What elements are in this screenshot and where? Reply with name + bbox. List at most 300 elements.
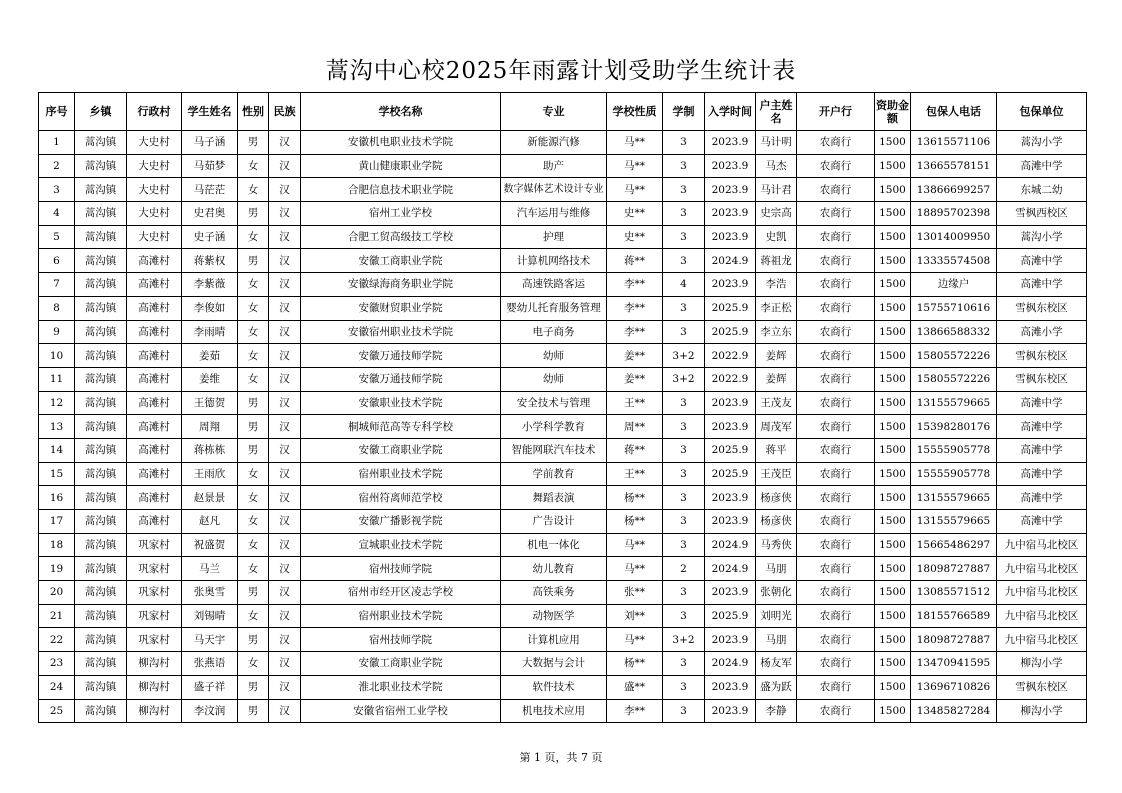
cell-index: 21 — [39, 604, 75, 628]
cell-town: 蒿沟镇 — [75, 320, 127, 344]
cell-school-name: 宿州符离师范学校 — [301, 486, 501, 510]
cell-enrollment-date: 2025.9 — [705, 320, 756, 344]
cell-enrollment-date: 2025.9 — [705, 462, 756, 486]
cell-ethnicity: 汉 — [269, 202, 301, 226]
cell-householder: 周茂军 — [756, 415, 797, 439]
cell-gender: 女 — [238, 652, 269, 676]
cell-ethnicity: 汉 — [269, 557, 301, 581]
cell-bank: 农商行 — [797, 391, 875, 415]
cell-school-type: 李** — [607, 699, 663, 723]
cell-contact-unit: 高滩中学 — [997, 415, 1087, 439]
cell-major: 广告设计 — [501, 510, 607, 534]
cell-householder: 姜辉 — [756, 367, 797, 391]
cell-school-name: 合肥工贸高级技工学校 — [301, 225, 501, 249]
table-row — [39, 154, 1087, 178]
cell-householder: 杨彦侠 — [756, 486, 797, 510]
cell-town: 蒿沟镇 — [75, 628, 127, 652]
cell-bank: 农商行 — [797, 344, 875, 368]
cell-contact-phone: 13696710826 — [911, 675, 997, 699]
cell-index: 4 — [39, 202, 75, 226]
cell-amount: 1500 — [875, 367, 911, 391]
header-col-town: 乡镇 — [75, 93, 127, 131]
table-row — [39, 249, 1087, 273]
cell-major: 数字媒体艺术设计专业 — [501, 178, 607, 202]
cell-school-name: 宿州职业技术学院 — [301, 604, 501, 628]
cell-student-name: 王德贺 — [182, 391, 238, 415]
cell-amount: 1500 — [875, 415, 911, 439]
cell-village: 柳沟村 — [127, 699, 182, 723]
cell-program-length: 3 — [663, 438, 705, 462]
cell-student-name: 李雨晴 — [182, 320, 238, 344]
cell-school-type: 李** — [607, 296, 663, 320]
cell-school-type: 杨** — [607, 652, 663, 676]
cell-village: 巩家村 — [127, 533, 182, 557]
cell-contact-unit: 高滩中学 — [997, 154, 1087, 178]
cell-program-length: 3 — [663, 604, 705, 628]
cell-ethnicity: 汉 — [269, 510, 301, 534]
cell-student-name: 姜维 — [182, 367, 238, 391]
cell-school-name: 桐城师范高等专科学校 — [301, 415, 501, 439]
cell-ethnicity: 汉 — [269, 225, 301, 249]
cell-bank: 农商行 — [797, 320, 875, 344]
cell-bank: 农商行 — [797, 510, 875, 534]
cell-program-length: 3 — [663, 225, 705, 249]
cell-school-type: 马** — [607, 533, 663, 557]
cell-gender: 男 — [238, 391, 269, 415]
cell-program-length: 3 — [663, 415, 705, 439]
cell-town: 蒿沟镇 — [75, 131, 127, 155]
cell-householder: 李静 — [756, 699, 797, 723]
table-row — [39, 581, 1087, 605]
cell-gender: 男 — [238, 438, 269, 462]
cell-householder: 马秀侠 — [756, 533, 797, 557]
cell-student-name: 马茫茫 — [182, 178, 238, 202]
cell-enrollment-date: 2024.9 — [705, 249, 756, 273]
cell-school-name: 宿州工业学校 — [301, 202, 501, 226]
cell-village: 高滩村 — [127, 438, 182, 462]
cell-contact-phone: 13014009950 — [911, 225, 997, 249]
cell-enrollment-date: 2023.9 — [705, 178, 756, 202]
cell-contact-unit: 雪枫东校区 — [997, 675, 1087, 699]
cell-contact-phone: 15555905778 — [911, 438, 997, 462]
cell-program-length: 3 — [663, 486, 705, 510]
table-row — [39, 438, 1087, 462]
cell-ethnicity: 汉 — [269, 581, 301, 605]
cell-school-name: 安徽财贸职业学院 — [301, 296, 501, 320]
cell-householder: 王茂友 — [756, 391, 797, 415]
cell-village: 柳沟村 — [127, 675, 182, 699]
cell-contact-phone: 13866588332 — [911, 320, 997, 344]
cell-enrollment-date: 2024.9 — [705, 533, 756, 557]
cell-contact-phone: 13470941595 — [911, 652, 997, 676]
cell-amount: 1500 — [875, 462, 911, 486]
cell-contact-phone: 18098727887 — [911, 628, 997, 652]
header-col-ethnicity: 民族 — [269, 93, 301, 131]
cell-index: 16 — [39, 486, 75, 510]
cell-school-name: 安徽职业技术学院 — [301, 391, 501, 415]
cell-town: 蒿沟镇 — [75, 486, 127, 510]
cell-contact-phone: 15805572226 — [911, 344, 997, 368]
cell-school-name: 黄山健康职业学院 — [301, 154, 501, 178]
cell-student-name: 张燕语 — [182, 652, 238, 676]
page-title: 蒿沟中心校2025年雨露计划受助学生统计表 — [325, 58, 797, 84]
cell-enrollment-date: 2025.9 — [705, 604, 756, 628]
cell-student-name: 史子涵 — [182, 225, 238, 249]
cell-enrollment-date: 2023.9 — [705, 131, 756, 155]
cell-amount: 1500 — [875, 131, 911, 155]
cell-gender: 男 — [238, 628, 269, 652]
cell-school-name: 淮北职业技术学院 — [301, 675, 501, 699]
cell-village: 巩家村 — [127, 581, 182, 605]
cell-village: 高滩村 — [127, 391, 182, 415]
cell-village: 高滩村 — [127, 344, 182, 368]
cell-contact-unit: 九中宿马北校区 — [997, 557, 1087, 581]
cell-ethnicity: 汉 — [269, 652, 301, 676]
cell-index: 15 — [39, 462, 75, 486]
cell-gender: 女 — [238, 320, 269, 344]
cell-town: 蒿沟镇 — [75, 249, 127, 273]
cell-contact-unit: 雪枫东校区 — [997, 367, 1087, 391]
cell-major: 汽车运用与维修 — [501, 202, 607, 226]
cell-program-length: 3 — [663, 581, 705, 605]
cell-major: 高铁乘务 — [501, 581, 607, 605]
cell-amount: 1500 — [875, 533, 911, 557]
cell-index: 17 — [39, 510, 75, 534]
cell-ethnicity: 汉 — [269, 675, 301, 699]
cell-contact-phone: 18098727887 — [911, 557, 997, 581]
cell-school-name: 安徽广播影视学院 — [301, 510, 501, 534]
cell-ethnicity: 汉 — [269, 178, 301, 202]
cell-contact-phone: 13866699257 — [911, 178, 997, 202]
cell-gender: 男 — [238, 675, 269, 699]
cell-school-name: 安徽机电职业技术学院 — [301, 131, 501, 155]
cell-gender: 女 — [238, 604, 269, 628]
cell-index: 9 — [39, 320, 75, 344]
table-row — [39, 320, 1087, 344]
cell-bank: 农商行 — [797, 628, 875, 652]
cell-index: 11 — [39, 367, 75, 391]
cell-gender: 男 — [238, 581, 269, 605]
cell-school-name: 安徽万通技师学院 — [301, 344, 501, 368]
table-row — [39, 604, 1087, 628]
cell-index: 10 — [39, 344, 75, 368]
cell-student-name: 祝盛贺 — [182, 533, 238, 557]
cell-amount: 1500 — [875, 604, 911, 628]
cell-ethnicity: 汉 — [269, 367, 301, 391]
cell-village: 高滩村 — [127, 486, 182, 510]
cell-major: 软件技术 — [501, 675, 607, 699]
cell-town: 蒿沟镇 — [75, 533, 127, 557]
cell-bank: 农商行 — [797, 462, 875, 486]
cell-village: 高滩村 — [127, 296, 182, 320]
cell-householder: 蒋平 — [756, 438, 797, 462]
cell-contact-unit: 高滩中学 — [997, 486, 1087, 510]
cell-ethnicity: 汉 — [269, 462, 301, 486]
cell-gender: 女 — [238, 367, 269, 391]
cell-major: 大数据与会计 — [501, 652, 607, 676]
cell-gender: 女 — [238, 178, 269, 202]
cell-ethnicity: 汉 — [269, 154, 301, 178]
cell-town: 蒿沟镇 — [75, 178, 127, 202]
cell-program-length: 3 — [663, 131, 705, 155]
cell-student-name: 刘锡晴 — [182, 604, 238, 628]
cell-enrollment-date: 2024.9 — [705, 652, 756, 676]
cell-amount: 1500 — [875, 344, 911, 368]
cell-program-length: 3 — [663, 249, 705, 273]
cell-householder: 刘明光 — [756, 604, 797, 628]
table-row — [39, 225, 1087, 249]
cell-program-length: 3 — [663, 652, 705, 676]
cell-town: 蒿沟镇 — [75, 154, 127, 178]
cell-gender: 女 — [238, 533, 269, 557]
cell-contact-phone: 13155579665 — [911, 510, 997, 534]
cell-school-type: 张** — [607, 581, 663, 605]
cell-town: 蒿沟镇 — [75, 604, 127, 628]
header-col-enrollment-date: 入学时间 — [705, 93, 756, 131]
cell-school-type: 姜** — [607, 367, 663, 391]
cell-town: 蒿沟镇 — [75, 202, 127, 226]
table-row — [39, 462, 1087, 486]
cell-amount: 1500 — [875, 510, 911, 534]
cell-program-length: 3 — [663, 699, 705, 723]
cell-gender: 女 — [238, 462, 269, 486]
cell-householder: 蒋祖龙 — [756, 249, 797, 273]
cell-contact-unit: 高滩中学 — [997, 391, 1087, 415]
cell-enrollment-date: 2023.9 — [705, 415, 756, 439]
cell-town: 蒿沟镇 — [75, 581, 127, 605]
cell-contact-unit: 高滩小学 — [997, 320, 1087, 344]
cell-school-type: 王** — [607, 391, 663, 415]
cell-gender: 男 — [238, 249, 269, 273]
cell-contact-phone: 15398280176 — [911, 415, 997, 439]
cell-enrollment-date: 2023.9 — [705, 154, 756, 178]
cell-enrollment-date: 2022.9 — [705, 367, 756, 391]
table-row — [39, 296, 1087, 320]
table-row — [39, 344, 1087, 368]
cell-program-length: 3 — [663, 675, 705, 699]
cell-bank: 农商行 — [797, 699, 875, 723]
cell-major: 电子商务 — [501, 320, 607, 344]
cell-householder: 马朋 — [756, 557, 797, 581]
cell-contact-unit: 雪枫西校区 — [997, 202, 1087, 226]
cell-program-length: 3+2 — [663, 344, 705, 368]
table-row — [39, 273, 1087, 297]
cell-town: 蒿沟镇 — [75, 699, 127, 723]
cell-ethnicity: 汉 — [269, 604, 301, 628]
cell-contact-unit: 雪枫东校区 — [997, 296, 1087, 320]
cell-school-name: 安徽工商职业学院 — [301, 652, 501, 676]
cell-ethnicity: 汉 — [269, 699, 301, 723]
cell-school-name: 宿州技师学院 — [301, 557, 501, 581]
cell-gender: 女 — [238, 486, 269, 510]
header-col-school-name: 学校名称 — [301, 93, 501, 131]
cell-gender: 男 — [238, 202, 269, 226]
cell-ethnicity: 汉 — [269, 628, 301, 652]
cell-householder: 李正松 — [756, 296, 797, 320]
cell-contact-unit: 蒿沟小学 — [997, 131, 1087, 155]
cell-school-type: 马** — [607, 154, 663, 178]
cell-village: 大史村 — [127, 202, 182, 226]
table-row — [39, 510, 1087, 534]
cell-school-name: 安徽绿海商务职业学院 — [301, 273, 501, 297]
cell-town: 蒿沟镇 — [75, 391, 127, 415]
cell-gender: 女 — [238, 510, 269, 534]
cell-program-length: 3 — [663, 510, 705, 534]
cell-ethnicity: 汉 — [269, 296, 301, 320]
cell-village: 巩家村 — [127, 628, 182, 652]
cell-index: 19 — [39, 557, 75, 581]
cell-school-type: 盛** — [607, 675, 663, 699]
cell-contact-phone: 13665578151 — [911, 154, 997, 178]
cell-index: 18 — [39, 533, 75, 557]
cell-contact-unit: 柳沟小学 — [997, 652, 1087, 676]
cell-bank: 农商行 — [797, 533, 875, 557]
cell-amount: 1500 — [875, 202, 911, 226]
cell-program-length: 4 — [663, 273, 705, 297]
cell-town: 蒿沟镇 — [75, 344, 127, 368]
cell-enrollment-date: 2024.9 — [705, 557, 756, 581]
cell-contact-phone: 15555905778 — [911, 462, 997, 486]
cell-town: 蒿沟镇 — [75, 462, 127, 486]
table-row — [39, 652, 1087, 676]
cell-householder: 马朋 — [756, 628, 797, 652]
cell-contact-unit: 高滩中学 — [997, 438, 1087, 462]
cell-major: 计算机网络技术 — [501, 249, 607, 273]
cell-householder: 李立东 — [756, 320, 797, 344]
cell-gender: 女 — [238, 273, 269, 297]
cell-student-name: 马兰 — [182, 557, 238, 581]
cell-householder: 马杰 — [756, 154, 797, 178]
cell-school-name: 宿州技师学院 — [301, 628, 501, 652]
cell-enrollment-date: 2025.9 — [705, 296, 756, 320]
cell-student-name: 赵凡 — [182, 510, 238, 534]
cell-village: 高滩村 — [127, 462, 182, 486]
cell-ethnicity: 汉 — [269, 415, 301, 439]
cell-contact-unit: 柳沟小学 — [997, 699, 1087, 723]
cell-amount: 1500 — [875, 273, 911, 297]
cell-major: 计算机应用 — [501, 628, 607, 652]
table-body — [39, 131, 1087, 723]
cell-index: 23 — [39, 652, 75, 676]
cell-school-type: 李** — [607, 273, 663, 297]
cell-amount: 1500 — [875, 628, 911, 652]
cell-student-name: 蒋栋栋 — [182, 438, 238, 462]
cell-ethnicity: 汉 — [269, 273, 301, 297]
cell-student-name: 李俊如 — [182, 296, 238, 320]
cell-gender: 男 — [238, 415, 269, 439]
cell-major: 新能源汽修 — [501, 131, 607, 155]
cell-amount: 1500 — [875, 225, 911, 249]
cell-school-type: 马** — [607, 557, 663, 581]
cell-contact-phone: 13155579665 — [911, 486, 997, 510]
cell-bank: 农商行 — [797, 415, 875, 439]
cell-school-type: 蒋** — [607, 438, 663, 462]
cell-school-name: 安徽宿州职业技术学院 — [301, 320, 501, 344]
cell-student-name: 姜茹 — [182, 344, 238, 368]
cell-amount: 1500 — [875, 438, 911, 462]
cell-amount: 1500 — [875, 178, 911, 202]
cell-town: 蒿沟镇 — [75, 273, 127, 297]
header-col-householder: 户主姓名 — [756, 93, 797, 131]
cell-school-type: 史** — [607, 202, 663, 226]
cell-gender: 女 — [238, 296, 269, 320]
cell-enrollment-date: 2023.9 — [705, 581, 756, 605]
cell-amount: 1500 — [875, 391, 911, 415]
cell-school-name: 宿州市经开区凌志学校 — [301, 581, 501, 605]
cell-gender: 女 — [238, 154, 269, 178]
cell-town: 蒿沟镇 — [75, 510, 127, 534]
student-table — [38, 92, 1087, 723]
cell-program-length: 3 — [663, 533, 705, 557]
cell-town: 蒿沟镇 — [75, 367, 127, 391]
header-col-contact-phone: 包保人电话 — [911, 93, 997, 131]
cell-householder: 马计君 — [756, 178, 797, 202]
cell-amount: 1500 — [875, 296, 911, 320]
cell-school-name: 安徽万通技师学院 — [301, 367, 501, 391]
cell-bank: 农商行 — [797, 296, 875, 320]
cell-householder: 张朝化 — [756, 581, 797, 605]
cell-school-type: 李** — [607, 320, 663, 344]
cell-school-name: 安徽工商职业学院 — [301, 438, 501, 462]
cell-student-name: 马茹梦 — [182, 154, 238, 178]
cell-contact-phone: 13615571106 — [911, 131, 997, 155]
table-row — [39, 628, 1087, 652]
cell-index: 6 — [39, 249, 75, 273]
cell-school-type: 史** — [607, 225, 663, 249]
cell-school-type: 马** — [607, 628, 663, 652]
table-row — [39, 202, 1087, 226]
table-row — [39, 131, 1087, 155]
cell-school-name: 宿州职业技术学院 — [301, 462, 501, 486]
cell-bank: 农商行 — [797, 438, 875, 462]
cell-contact-phone: 13485827284 — [911, 699, 997, 723]
cell-amount: 1500 — [875, 249, 911, 273]
cell-ethnicity: 汉 — [269, 131, 301, 155]
cell-contact-unit: 高滩中学 — [997, 273, 1087, 297]
cell-amount: 1500 — [875, 652, 911, 676]
cell-major: 婴幼儿托育服务管理 — [501, 296, 607, 320]
cell-village: 大史村 — [127, 131, 182, 155]
cell-contact-phone: 15805572226 — [911, 367, 997, 391]
cell-ethnicity: 汉 — [269, 486, 301, 510]
cell-bank: 农商行 — [797, 154, 875, 178]
cell-bank: 农商行 — [797, 581, 875, 605]
cell-town: 蒿沟镇 — [75, 438, 127, 462]
cell-bank: 农商行 — [797, 249, 875, 273]
cell-major: 小学科学教育 — [501, 415, 607, 439]
cell-enrollment-date: 2023.9 — [705, 510, 756, 534]
cell-index: 22 — [39, 628, 75, 652]
header-col-gender: 性别 — [238, 93, 269, 131]
cell-bank: 农商行 — [797, 486, 875, 510]
cell-major: 幼师 — [501, 367, 607, 391]
cell-major: 机电技术应用 — [501, 699, 607, 723]
cell-bank: 农商行 — [797, 131, 875, 155]
cell-contact-unit: 九中宿马北校区 — [997, 604, 1087, 628]
cell-school-type: 杨** — [607, 486, 663, 510]
cell-householder: 史宗高 — [756, 202, 797, 226]
cell-major: 护理 — [501, 225, 607, 249]
cell-contact-unit: 高滩中学 — [997, 249, 1087, 273]
cell-contact-unit: 东城二幼 — [997, 178, 1087, 202]
cell-householder: 盛为跃 — [756, 675, 797, 699]
cell-school-name: 合肥信息技术职业学院 — [301, 178, 501, 202]
cell-amount: 1500 — [875, 154, 911, 178]
cell-town: 蒿沟镇 — [75, 675, 127, 699]
cell-householder: 马计明 — [756, 131, 797, 155]
cell-program-length: 2 — [663, 557, 705, 581]
cell-enrollment-date: 2023.9 — [705, 391, 756, 415]
